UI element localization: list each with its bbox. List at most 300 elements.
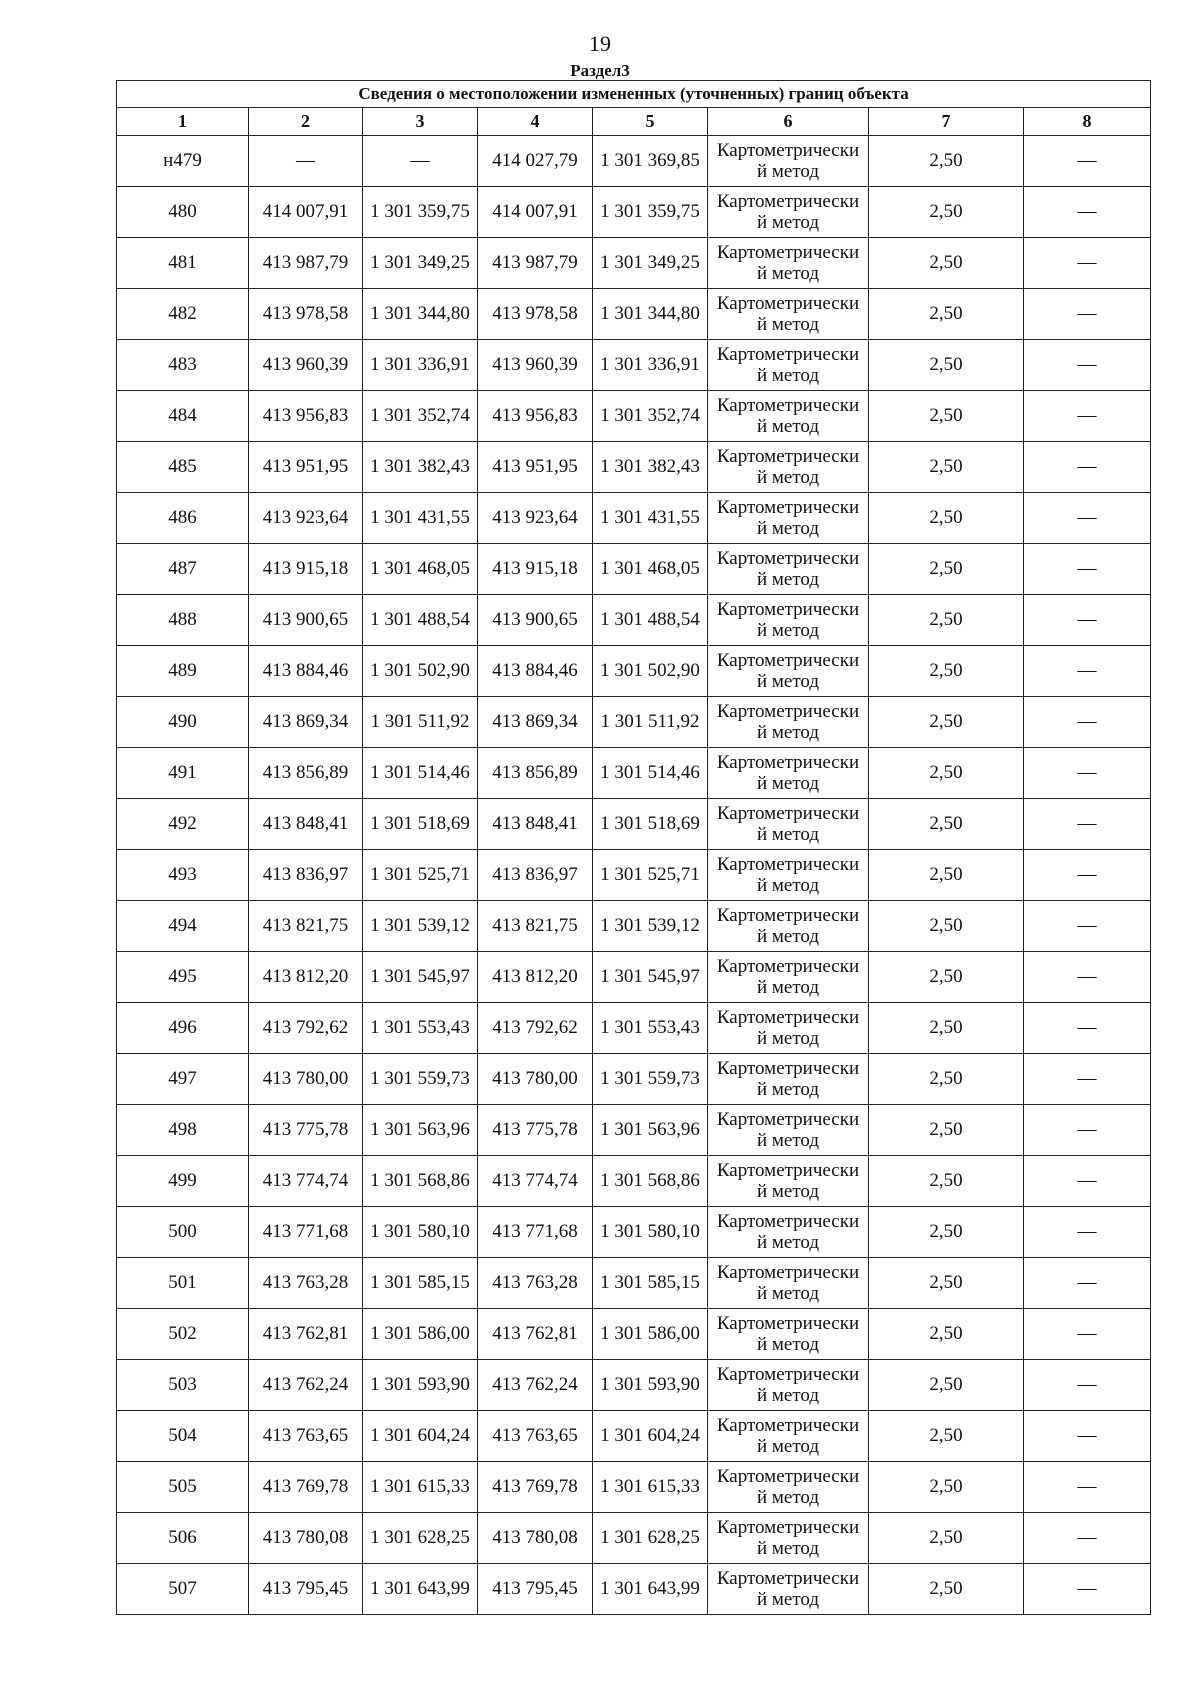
accuracy-cell: 2,50 — [869, 901, 1024, 952]
note-cell: — — [1024, 289, 1151, 340]
method-text-line1: Картометрически — [716, 242, 860, 263]
table-row — [117, 1207, 1151, 1258]
x-new-cell: 413 780,08 — [478, 1513, 593, 1564]
column-header: 3 — [363, 108, 478, 136]
note-cell: — — [1024, 493, 1151, 544]
point-id-cell: 482 — [117, 289, 249, 340]
method-text-line1: Картометрически — [716, 1160, 860, 1181]
method-text-line1: Картометрически — [716, 1262, 860, 1283]
table-row — [117, 136, 1151, 187]
point-id-cell: 494 — [117, 901, 249, 952]
y-new-cell: 1 301 344,80 — [593, 289, 708, 340]
y-new-cell: 1 301 615,33 — [593, 1462, 708, 1513]
method-text-line1: Картометрически — [716, 344, 860, 365]
accuracy-cell: 2,50 — [869, 748, 1024, 799]
table-row — [117, 1309, 1151, 1360]
method-text-line2: й метод — [756, 875, 820, 896]
y-new-cell: 1 301 593,90 — [593, 1360, 708, 1411]
point-id-cell: 480 — [117, 187, 249, 238]
table-row — [117, 1054, 1151, 1105]
table-row — [117, 493, 1151, 544]
y-new-cell: 1 301 643,99 — [593, 1564, 708, 1615]
y-old-cell: 1 301 643,99 — [363, 1564, 478, 1615]
point-id-cell: 484 — [117, 391, 249, 442]
y-old-cell: 1 301 586,00 — [363, 1309, 478, 1360]
method-text-line1: Картометрически — [716, 1466, 860, 1487]
x-new-cell: 413 762,24 — [478, 1360, 593, 1411]
method-cell — [708, 1309, 869, 1360]
table-row — [117, 1462, 1151, 1513]
page-number: 19 — [589, 31, 611, 56]
table-row — [117, 1003, 1151, 1054]
method-cell — [708, 799, 869, 850]
x-new-cell: 413 915,18 — [478, 544, 593, 595]
method-cell — [708, 1411, 869, 1462]
accuracy-cell: 2,50 — [869, 646, 1024, 697]
x-new-cell: 413 812,20 — [478, 952, 593, 1003]
x-new-cell: 413 771,68 — [478, 1207, 593, 1258]
note-cell: — — [1024, 1513, 1151, 1564]
y-new-cell: 1 301 568,86 — [593, 1156, 708, 1207]
accuracy-cell: 2,50 — [869, 1258, 1024, 1309]
accuracy-cell: 2,50 — [869, 850, 1024, 901]
y-new-cell: 1 301 539,12 — [593, 901, 708, 952]
accuracy-cell: 2,50 — [869, 136, 1024, 187]
method-text-line2: й метод — [756, 1589, 820, 1610]
column-header: 7 — [869, 108, 1024, 136]
method-text-line2: й метод — [756, 1283, 820, 1304]
accuracy-cell: 2,50 — [869, 697, 1024, 748]
y-old-cell: 1 301 559,73 — [363, 1054, 478, 1105]
x-new-cell: 413 923,64 — [478, 493, 593, 544]
x-old-cell: 413 960,39 — [249, 340, 363, 391]
table-row — [117, 646, 1151, 697]
method-text-line1: Картометрически — [716, 1007, 860, 1028]
accuracy-cell: 2,50 — [869, 544, 1024, 595]
point-id-cell: 488 — [117, 595, 249, 646]
y-old-cell: 1 301 585,15 — [363, 1258, 478, 1309]
x-old-cell: 413 763,28 — [249, 1258, 363, 1309]
method-text-line2: й метод — [756, 569, 820, 590]
x-old-cell: 413 775,78 — [249, 1105, 363, 1156]
accuracy-cell: 2,50 — [869, 1411, 1024, 1462]
y-new-cell: 1 301 488,54 — [593, 595, 708, 646]
method-text-line1: Картометрически — [716, 191, 860, 212]
method-cell — [708, 1054, 869, 1105]
accuracy-cell: 2,50 — [869, 493, 1024, 544]
point-id-cell: 487 — [117, 544, 249, 595]
note-cell: — — [1024, 340, 1151, 391]
y-old-cell: 1 301 628,25 — [363, 1513, 478, 1564]
table-row — [117, 595, 1151, 646]
x-new-cell: 413 960,39 — [478, 340, 593, 391]
method-text-line1: Картометрически — [716, 1415, 860, 1436]
y-new-cell: 1 301 545,97 — [593, 952, 708, 1003]
method-cell — [708, 544, 869, 595]
table-row — [117, 1258, 1151, 1309]
note-cell: — — [1024, 544, 1151, 595]
method-text-line2: й метод — [756, 467, 820, 488]
accuracy-cell: 2,50 — [869, 1564, 1024, 1615]
y-new-cell: 1 301 553,43 — [593, 1003, 708, 1054]
table-row — [117, 901, 1151, 952]
method-text-line1: Картометрически — [716, 599, 860, 620]
method-text-line2: й метод — [756, 1538, 820, 1559]
accuracy-cell: 2,50 — [869, 187, 1024, 238]
point-id-cell: 503 — [117, 1360, 249, 1411]
method-cell — [708, 595, 869, 646]
accuracy-cell: 2,50 — [869, 1003, 1024, 1054]
table-row — [117, 1564, 1151, 1615]
method-text-line2: й метод — [756, 314, 820, 335]
point-id-cell: 498 — [117, 1105, 249, 1156]
method-cell — [708, 748, 869, 799]
x-old-cell: 413 780,00 — [249, 1054, 363, 1105]
method-text-line1: Картометрически — [716, 854, 860, 875]
note-cell: — — [1024, 1309, 1151, 1360]
accuracy-cell: 2,50 — [869, 238, 1024, 289]
point-id-cell: 483 — [117, 340, 249, 391]
method-text-line2: й метод — [756, 773, 820, 794]
y-old-cell: 1 301 539,12 — [363, 901, 478, 952]
accuracy-cell: 2,50 — [869, 799, 1024, 850]
table-caption: Сведения о местоположении измененных (уточненных) границ объекта — [117, 81, 1151, 108]
method-cell — [708, 1207, 869, 1258]
x-old-cell: 413 915,18 — [249, 544, 363, 595]
point-id-cell: 502 — [117, 1309, 249, 1360]
table-row — [117, 952, 1151, 1003]
method-cell — [708, 1360, 869, 1411]
y-new-cell: 1 301 352,74 — [593, 391, 708, 442]
x-new-cell: 413 763,28 — [478, 1258, 593, 1309]
method-text-line2: й метод — [756, 1334, 820, 1355]
section-title: Раздел3 — [570, 61, 630, 80]
x-new-cell: 413 775,78 — [478, 1105, 593, 1156]
point-id-cell: 506 — [117, 1513, 249, 1564]
x-new-cell: 413 987,79 — [478, 238, 593, 289]
y-old-cell: 1 301 431,55 — [363, 493, 478, 544]
method-text-line1: Картометрически — [716, 395, 860, 416]
method-cell — [708, 952, 869, 1003]
x-old-cell: 413 884,46 — [249, 646, 363, 697]
method-text-line2: й метод — [756, 671, 820, 692]
method-cell — [708, 136, 869, 187]
y-old-cell: 1 301 468,05 — [363, 544, 478, 595]
method-text-line1: Картометрически — [716, 1211, 860, 1232]
method-text-line2: й метод — [756, 518, 820, 539]
note-cell: — — [1024, 1411, 1151, 1462]
x-new-cell: 413 762,81 — [478, 1309, 593, 1360]
note-cell: — — [1024, 1156, 1151, 1207]
x-new-cell: 413 769,78 — [478, 1462, 593, 1513]
method-cell — [708, 238, 869, 289]
table-row — [117, 850, 1151, 901]
table-row — [117, 1513, 1151, 1564]
accuracy-cell: 2,50 — [869, 391, 1024, 442]
table-row — [117, 1411, 1151, 1462]
method-text-line2: й метод — [756, 824, 820, 845]
y-new-cell: 1 301 431,55 — [593, 493, 708, 544]
x-new-cell: 413 884,46 — [478, 646, 593, 697]
note-cell: — — [1024, 697, 1151, 748]
x-old-cell: 413 762,81 — [249, 1309, 363, 1360]
note-cell: — — [1024, 1462, 1151, 1513]
method-text-line1: Картометрически — [716, 1568, 860, 1589]
x-new-cell: 413 763,65 — [478, 1411, 593, 1462]
y-new-cell: 1 301 525,71 — [593, 850, 708, 901]
method-text-line2: й метод — [756, 1385, 820, 1406]
x-new-cell: 413 795,45 — [478, 1564, 593, 1615]
y-new-cell: 1 301 604,24 — [593, 1411, 708, 1462]
x-new-cell: 414 007,91 — [478, 187, 593, 238]
method-text-line1: Картометрически — [716, 140, 860, 161]
y-old-cell: 1 301 511,92 — [363, 697, 478, 748]
column-header: 8 — [1024, 108, 1151, 136]
method-text-line2: й метод — [756, 161, 820, 182]
x-new-cell: 413 774,74 — [478, 1156, 593, 1207]
note-cell: — — [1024, 442, 1151, 493]
point-id-cell: 486 — [117, 493, 249, 544]
column-header: 5 — [593, 108, 708, 136]
x-old-cell: 413 769,78 — [249, 1462, 363, 1513]
point-id-cell: 491 — [117, 748, 249, 799]
method-cell — [708, 442, 869, 493]
note-cell: — — [1024, 748, 1151, 799]
point-id-cell: 495 — [117, 952, 249, 1003]
y-old-cell: 1 301 349,25 — [363, 238, 478, 289]
method-cell — [708, 1513, 869, 1564]
table-row — [117, 799, 1151, 850]
method-cell — [708, 340, 869, 391]
y-new-cell: 1 301 502,90 — [593, 646, 708, 697]
method-text-line1: Картометрически — [716, 293, 860, 314]
note-cell: — — [1024, 391, 1151, 442]
x-old-cell: 413 795,45 — [249, 1564, 363, 1615]
method-cell — [708, 850, 869, 901]
y-old-cell: 1 301 336,91 — [363, 340, 478, 391]
point-id-cell: 496 — [117, 1003, 249, 1054]
table-row — [117, 391, 1151, 442]
method-text-line2: й метод — [756, 263, 820, 284]
accuracy-cell: 2,50 — [869, 1105, 1024, 1156]
point-id-cell: 481 — [117, 238, 249, 289]
column-header: 2 — [249, 108, 363, 136]
method-text-line2: й метод — [756, 1130, 820, 1151]
y-old-cell: 1 301 514,46 — [363, 748, 478, 799]
note-cell: — — [1024, 1258, 1151, 1309]
method-text-line1: Картометрически — [716, 803, 860, 824]
y-old-cell: — — [363, 136, 478, 187]
x-old-cell: 414 007,91 — [249, 187, 363, 238]
y-new-cell: 1 301 628,25 — [593, 1513, 708, 1564]
x-old-cell: 413 987,79 — [249, 238, 363, 289]
y-old-cell: 1 301 593,90 — [363, 1360, 478, 1411]
x-old-cell: 413 836,97 — [249, 850, 363, 901]
accuracy-cell: 2,50 — [869, 1156, 1024, 1207]
note-cell: — — [1024, 187, 1151, 238]
x-old-cell: 413 956,83 — [249, 391, 363, 442]
column-header: 1 — [117, 108, 249, 136]
method-text-line2: й метод — [756, 1028, 820, 1049]
x-old-cell: 413 900,65 — [249, 595, 363, 646]
y-old-cell: 1 301 488,54 — [363, 595, 478, 646]
method-text-line1: Картометрически — [716, 1058, 860, 1079]
point-id-cell: 492 — [117, 799, 249, 850]
y-new-cell: 1 301 563,96 — [593, 1105, 708, 1156]
y-new-cell: 1 301 382,43 — [593, 442, 708, 493]
method-cell — [708, 901, 869, 952]
x-old-cell: 413 792,62 — [249, 1003, 363, 1054]
x-old-cell: 413 821,75 — [249, 901, 363, 952]
table-caption-row — [117, 81, 1151, 108]
note-cell: — — [1024, 1564, 1151, 1615]
table-row — [117, 1360, 1151, 1411]
note-cell: — — [1024, 646, 1151, 697]
point-id-cell: 507 — [117, 1564, 249, 1615]
y-new-cell: 1 301 586,00 — [593, 1309, 708, 1360]
method-text-line2: й метод — [756, 1487, 820, 1508]
method-cell — [708, 1156, 869, 1207]
y-old-cell: 1 301 525,71 — [363, 850, 478, 901]
method-text-line2: й метод — [756, 416, 820, 437]
x-new-cell: 413 856,89 — [478, 748, 593, 799]
note-cell: — — [1024, 136, 1151, 187]
x-old-cell: 413 951,95 — [249, 442, 363, 493]
note-cell: — — [1024, 799, 1151, 850]
method-text-line2: й метод — [756, 1232, 820, 1253]
x-old-cell: 413 869,34 — [249, 697, 363, 748]
method-text-line2: й метод — [756, 1436, 820, 1457]
accuracy-cell: 2,50 — [869, 1207, 1024, 1258]
method-cell — [708, 1003, 869, 1054]
method-cell — [708, 1462, 869, 1513]
point-id-cell: 493 — [117, 850, 249, 901]
accuracy-cell: 2,50 — [869, 595, 1024, 646]
method-cell — [708, 1258, 869, 1309]
y-old-cell: 1 301 344,80 — [363, 289, 478, 340]
table-row — [117, 697, 1151, 748]
method-text-line1: Картометрически — [716, 1517, 860, 1538]
method-cell — [708, 697, 869, 748]
y-old-cell: 1 301 359,75 — [363, 187, 478, 238]
method-text-line1: Картометрически — [716, 548, 860, 569]
point-id-cell: 497 — [117, 1054, 249, 1105]
note-cell: — — [1024, 1360, 1151, 1411]
y-new-cell: 1 301 514,46 — [593, 748, 708, 799]
x-new-cell: 413 869,34 — [478, 697, 593, 748]
method-cell — [708, 646, 869, 697]
method-text-line2: й метод — [756, 1079, 820, 1100]
x-new-cell: 413 848,41 — [478, 799, 593, 850]
y-new-cell: 1 301 369,85 — [593, 136, 708, 187]
accuracy-cell: 2,50 — [869, 442, 1024, 493]
method-text-line1: Картометрически — [716, 701, 860, 722]
y-old-cell: 1 301 382,43 — [363, 442, 478, 493]
accuracy-cell: 2,50 — [869, 1462, 1024, 1513]
y-old-cell: 1 301 518,69 — [363, 799, 478, 850]
note-cell: — — [1024, 1003, 1151, 1054]
method-text-line1: Картометрически — [716, 956, 860, 977]
x-old-cell: 413 923,64 — [249, 493, 363, 544]
point-id-cell: 490 — [117, 697, 249, 748]
table-row — [117, 748, 1151, 799]
point-id-cell: 499 — [117, 1156, 249, 1207]
x-new-cell: 413 900,65 — [478, 595, 593, 646]
y-new-cell: 1 301 559,73 — [593, 1054, 708, 1105]
x-old-cell: 413 856,89 — [249, 748, 363, 799]
point-id-cell: н479 — [117, 136, 249, 187]
method-text-line1: Картометрически — [716, 1364, 860, 1385]
point-id-cell: 501 — [117, 1258, 249, 1309]
table-body — [117, 81, 1151, 1615]
y-old-cell: 1 301 352,74 — [363, 391, 478, 442]
point-id-cell: 504 — [117, 1411, 249, 1462]
accuracy-cell: 2,50 — [869, 340, 1024, 391]
method-text-line1: Картометрически — [716, 650, 860, 671]
method-text-line2: й метод — [756, 722, 820, 743]
accuracy-cell: 2,50 — [869, 1513, 1024, 1564]
x-new-cell: 414 027,79 — [478, 136, 593, 187]
method-text-line1: Картометрически — [716, 905, 860, 926]
method-cell — [708, 187, 869, 238]
point-id-cell: 489 — [117, 646, 249, 697]
x-new-cell: 413 978,58 — [478, 289, 593, 340]
method-text-line2: й метод — [756, 365, 820, 386]
x-new-cell: 413 836,97 — [478, 850, 593, 901]
method-text-line1: Картометрически — [716, 446, 860, 467]
x-old-cell: 413 763,65 — [249, 1411, 363, 1462]
y-new-cell: 1 301 359,75 — [593, 187, 708, 238]
x-old-cell: 413 812,20 — [249, 952, 363, 1003]
table-row — [117, 238, 1151, 289]
x-old-cell: 413 774,74 — [249, 1156, 363, 1207]
y-new-cell: 1 301 511,92 — [593, 697, 708, 748]
method-text-line2: й метод — [756, 1181, 820, 1202]
point-id-cell: 500 — [117, 1207, 249, 1258]
accuracy-cell: 2,50 — [869, 1309, 1024, 1360]
table-row — [117, 340, 1151, 391]
method-text-line1: Картометрически — [716, 1109, 860, 1130]
y-new-cell: 1 301 585,15 — [593, 1258, 708, 1309]
point-id-cell: 485 — [117, 442, 249, 493]
accuracy-cell: 2,50 — [869, 952, 1024, 1003]
column-number-row — [117, 108, 1151, 136]
note-cell: — — [1024, 595, 1151, 646]
y-old-cell: 1 301 502,90 — [363, 646, 478, 697]
method-text-line1: Картометрически — [716, 497, 860, 518]
x-old-cell: 413 848,41 — [249, 799, 363, 850]
y-new-cell: 1 301 518,69 — [593, 799, 708, 850]
y-new-cell: 1 301 468,05 — [593, 544, 708, 595]
x-new-cell: 413 780,00 — [478, 1054, 593, 1105]
y-old-cell: 1 301 553,43 — [363, 1003, 478, 1054]
x-old-cell: 413 978,58 — [249, 289, 363, 340]
accuracy-cell: 2,50 — [869, 1054, 1024, 1105]
x-new-cell: 413 792,62 — [478, 1003, 593, 1054]
x-new-cell: 413 956,83 — [478, 391, 593, 442]
note-cell: — — [1024, 1054, 1151, 1105]
table-row — [117, 187, 1151, 238]
x-new-cell: 413 951,95 — [478, 442, 593, 493]
column-header: 4 — [478, 108, 593, 136]
boundary-coordinates-table — [116, 80, 1151, 1615]
method-text-line1: Картометрически — [716, 1313, 860, 1334]
x-old-cell: — — [249, 136, 363, 187]
method-cell — [708, 1105, 869, 1156]
note-cell: — — [1024, 1105, 1151, 1156]
y-old-cell: 1 301 580,10 — [363, 1207, 478, 1258]
method-text-line2: й метод — [756, 620, 820, 641]
